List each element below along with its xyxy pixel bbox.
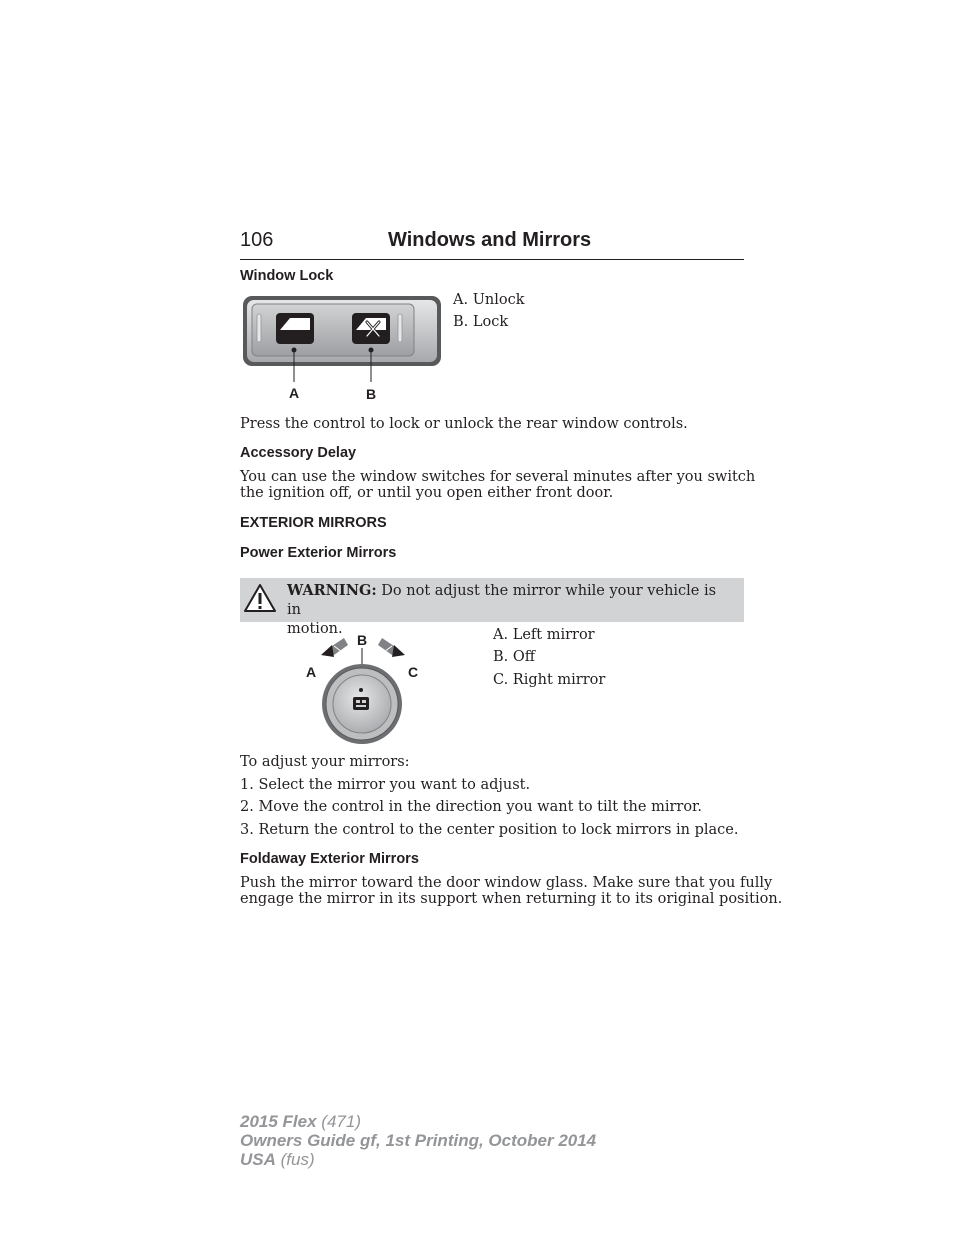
heading-window-lock: Window Lock [240, 268, 334, 284]
window-unlock-icon [276, 313, 314, 344]
window-lock-switch-illustration [240, 292, 445, 404]
window-lock-body: Press the control to lock or unlock the rear window controls. [240, 416, 688, 432]
heading-exterior-mirrors: EXTERIOR MIRRORS [240, 515, 387, 531]
right-arrow-icon [378, 638, 405, 657]
legend-left-mirror: A. Left mirror [493, 627, 595, 643]
mirror-step-3: 3. Return the control to the center position to lock mirrors in place. [240, 822, 739, 838]
mirror-step-1: 1. Select the mirror you want to adjust. [240, 777, 531, 793]
mirror-control-illustration [296, 628, 430, 748]
footer [240, 1112, 596, 1169]
foldaway-line-2: engage the mirror in its support when returning it to its original position. [240, 891, 783, 907]
callout-a: A [288, 385, 300, 401]
legend-off: B. Off [493, 649, 536, 665]
mirror-adjust-intro: To adjust your mirrors: [240, 754, 410, 770]
footer-model-line [240, 1112, 596, 1131]
page-title: Windows and Mirrors [388, 229, 592, 251]
window-lock-icon [352, 313, 390, 344]
warning-triangle-icon [243, 583, 277, 613]
header-divider [240, 259, 744, 260]
page-number: 106 [240, 229, 274, 251]
footer-model-code: (471) [321, 1112, 361, 1131]
accessory-delay-line-2: the ignition off, or until you open either front door. [240, 485, 614, 501]
callout-b: B [365, 386, 377, 402]
callout-a: A [305, 664, 317, 680]
heading-foldaway-mirrors: Foldaway Exterior Mirrors [240, 851, 419, 867]
footer-region-code: (fus) [280, 1150, 315, 1169]
footer-region: USA [240, 1150, 276, 1169]
warning-label: WARNING: [287, 582, 377, 599]
warning-message: Do not adjust the mirror while your vehicle is in [287, 583, 717, 618]
legend-lock: B. Lock [453, 314, 509, 330]
foldaway-line-1: Push the mirror toward the door window glass. Make sure that you fully [240, 875, 773, 891]
footer-guide: Owners Guide gf, 1st Printing, October 2014 [240, 1131, 597, 1150]
footer-model: 2015 Flex [240, 1112, 317, 1131]
left-arrow-icon [321, 638, 348, 657]
callout-c: C [407, 664, 419, 680]
mirror-step-2: 2. Move the control in the direction you want to tilt the mirror. [240, 799, 703, 815]
legend-unlock: A. Unlock [453, 292, 525, 308]
footer-region-line [240, 1150, 596, 1169]
mirror-icon [353, 697, 369, 710]
accessory-delay-line-1: You can use the window switches for several minutes after you switch [240, 469, 756, 485]
callout-b: B [356, 632, 368, 648]
heading-power-exterior-mirrors: Power Exterior Mirrors [240, 545, 397, 561]
heading-accessory-delay: Accessory Delay [240, 445, 357, 461]
warning-message-2: motion. [287, 621, 343, 637]
legend-right-mirror: C. Right mirror [493, 672, 606, 688]
